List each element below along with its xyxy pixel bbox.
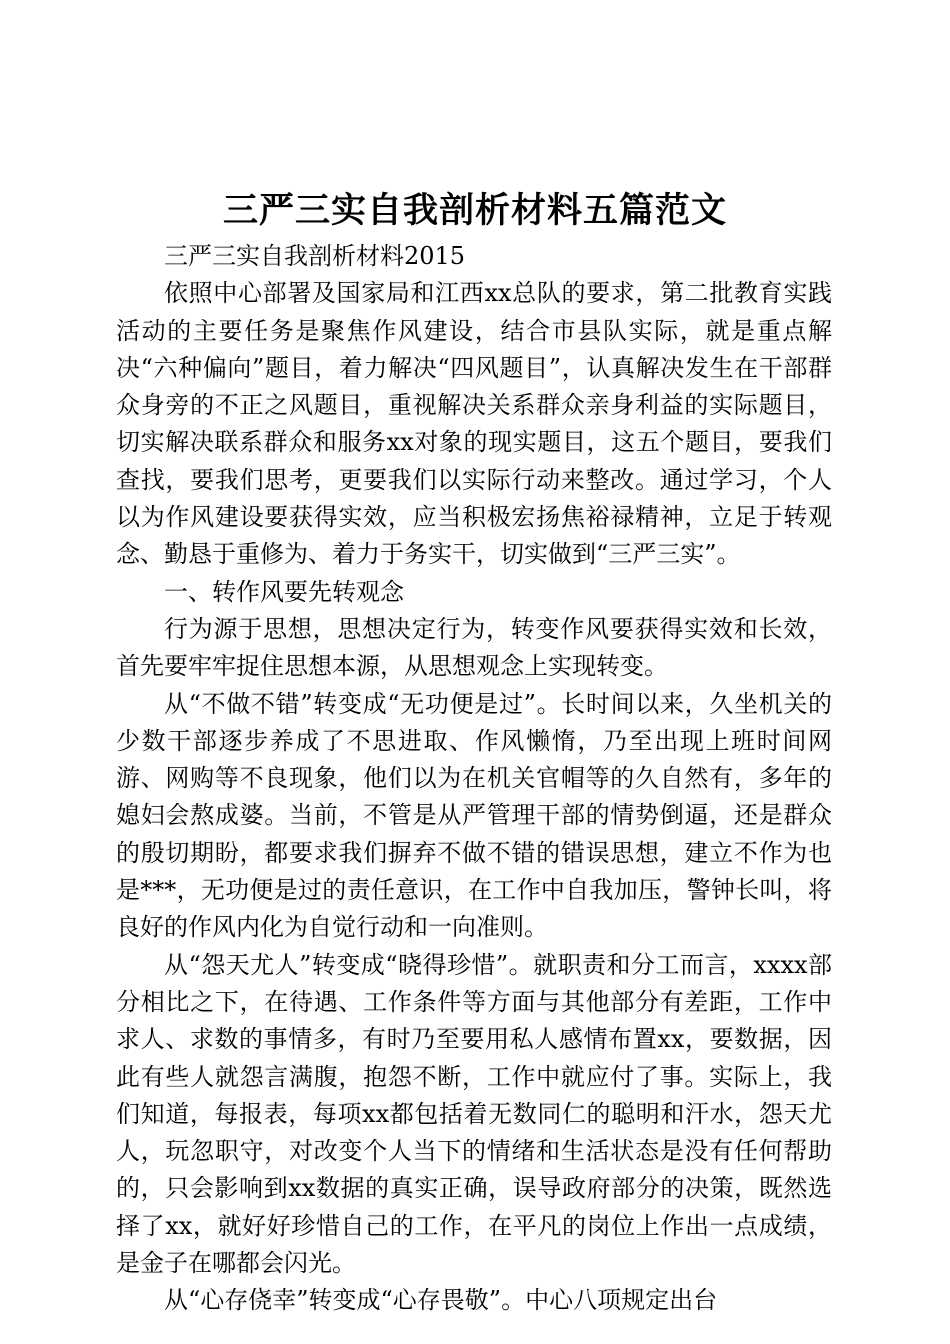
paragraph: 从“怨天尤人”转变成“晓得珍惜”。就职责和分工而言，xxxx部分相比之下，在待遇、工作条件等方面与其他部分有差距，工作中求人、求数的事情多，有时乃至要用私人感情布置xx，要数据，因此有些人就怨言满腹，抱怨不断，工作中就应付了事。实际上，我们知道，每报表，每项xx都包括着无数同仁的聪明和汗水，怨天尤人，玩忽职守，对改变个人当下的情绪和生活状态是没有任何帮助的，只会影响到xx数据的真实正确，误导政府部分的决策，既然选择了xx，就好好珍惜自己的工作，在平凡的岗位上作出一点成绩，是金子在哪都会闪光。 (116, 950, 832, 1278)
section-heading: 一、转作风要先转观念 (164, 577, 404, 606)
paragraph: 从“不做不错”转变成“无功便是过”。长时间以来，久坐机关的少数干部逐步养成了不思进取、作风懒惰，乃至出现上班时间网游、网购等不良现象，他们以为在机关官帽等的久自然有，多年的媳妇会熬成婆。当前，不管是从严管理干部的情势倒逼，还是群众的殷切期盼，都要求我们摒弃不做不错的错误思想，建立不作为也是***，无功便是过的责任意识，在工作中自我加压，警钟长叫，将良好的作风内化为自觉行动和一向准则。 (116, 689, 832, 942)
document-body (116, 238, 832, 1320)
paragraph: 依照中心部署及国家局和江西xx总队的要求，第二批教育实践活动的主要任务是聚焦作风建设，结合市县队实际，就是重点解决“六种偏向”题目，着力解决“四风题目”，认真解决发生在干部群众身旁的不正之风题目，重视解决关系群众亲身利益的实际题目，切实解决联系群众和服务xx对象的现实题目，这五个题目，要我们查找，要我们思考，更要我们以实际行动来整改。通过学习，个人以为作风建设要获得实效，应当积极宏扬焦裕禄精神，立足于转观念、勤恳于重修为、着力于务实干，切实做到“三严三实”。 (116, 279, 832, 569)
document-title: 三严三实自我剖析材料五篇范文 (222, 190, 727, 231)
paragraph-subtitle: 三严三实自我剖析材料2015 (164, 242, 466, 270)
paragraph: 从“心存侥幸”转变成“心存畏敬”。中心八项规定出台 (164, 1286, 718, 1315)
paragraph: 行为源于思想，思想决定行为，转变作风要获得实效和长效，首先要牢牢捉住思想本源，从思想观念上实现转变。 (116, 614, 832, 681)
